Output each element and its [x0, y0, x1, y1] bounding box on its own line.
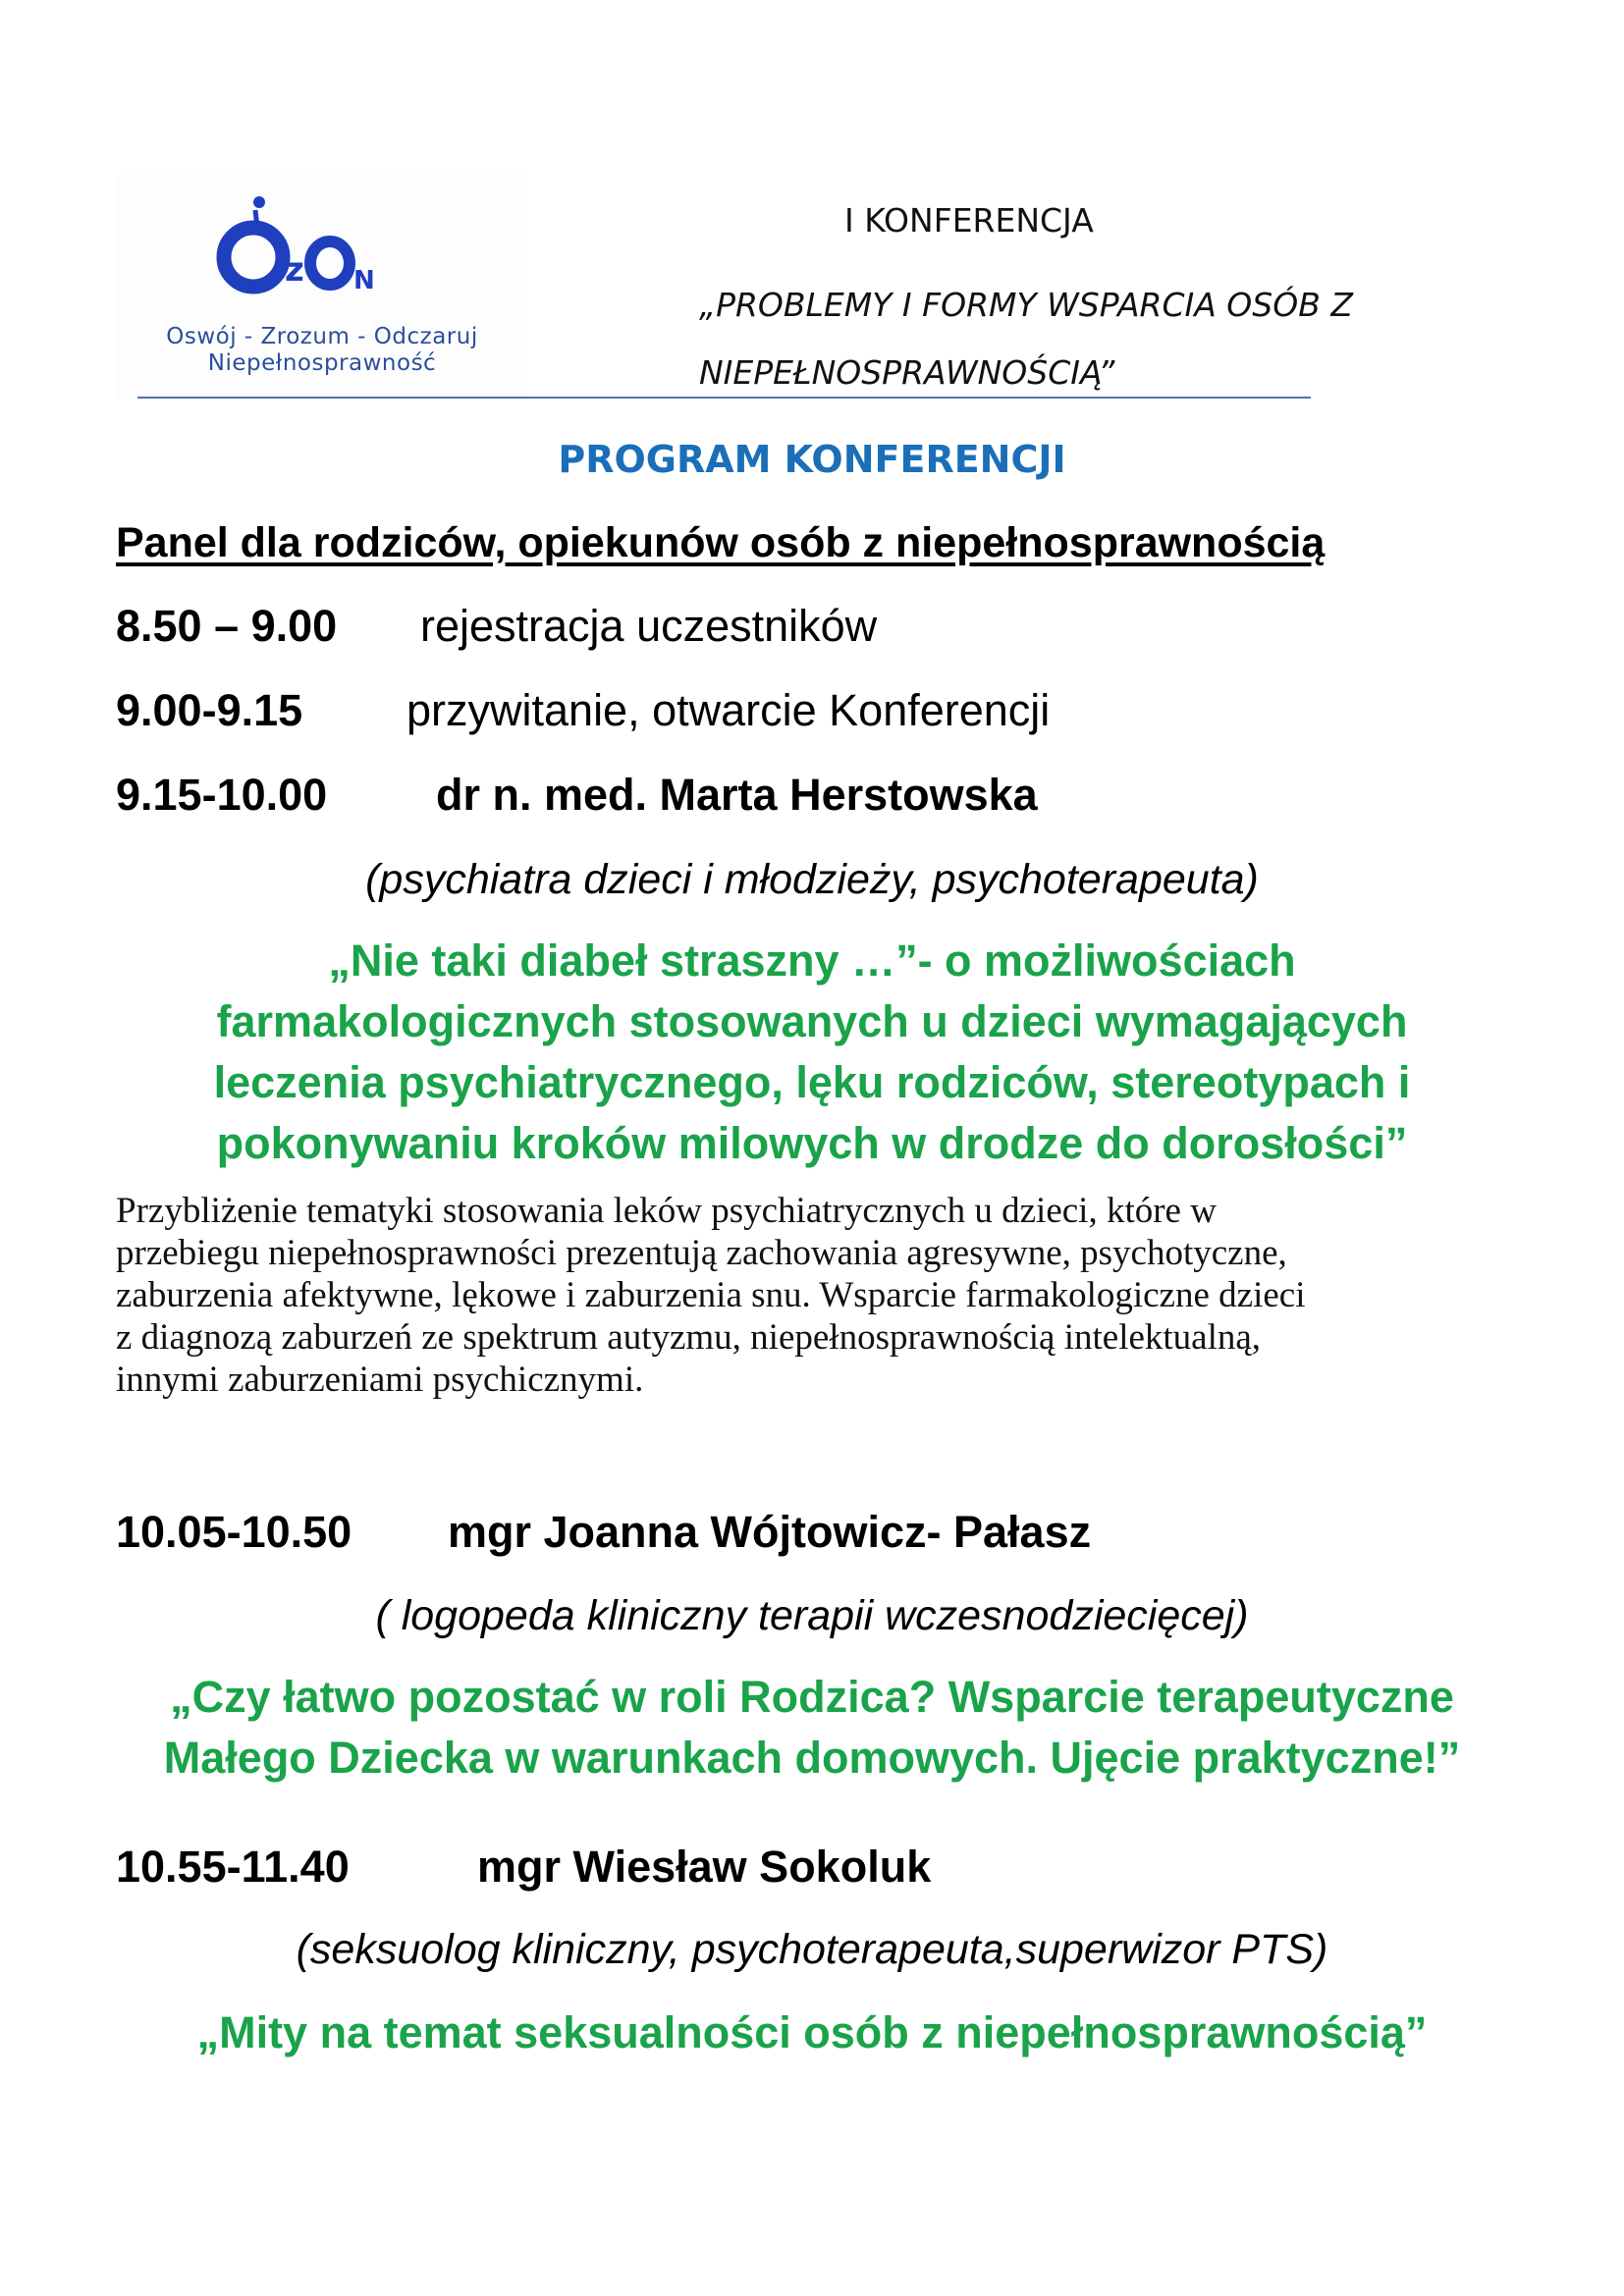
schedule-time: 8.50 – 9.00 [116, 601, 338, 651]
description-line: Przybliżenie tematyki stosowania leków psychiatrycznych u dzieci, które w [116, 1191, 1217, 1231]
program-heading: PROGRAM KONFERENCJI [558, 438, 1066, 481]
conference-theme-line-1: „PROBLEMY I FORMY WSPARCIA OSÓB Z [699, 286, 1353, 324]
svg-text:z: z [285, 250, 304, 290]
description-line: zaburzenia afektywne, lękowe i zaburzenia snu. Wsparcie farmakologiczne dzieci [116, 1275, 1306, 1315]
header-divider [137, 397, 1311, 399]
talk-title-line: „Nie taki diabeł straszny …”- o możliwościach [328, 935, 1296, 986]
speaker-name: mgr Joanna Wójtowicz- Pałasz [448, 1507, 1092, 1557]
schedule-time: 10.55-11.40 [116, 1842, 350, 1892]
speaker-name: dr n. med. Marta Herstowska [436, 770, 1038, 820]
description-line: z diagnozą zaburzeń ze spektrum autyzmu, niepełnosprawnością intelektualną, [116, 1317, 1262, 1358]
talk-title [59, 931, 1565, 1174]
talk-title-line: leczenia psychiatrycznego, lęku rodziców, stereotypach i [213, 1057, 1411, 1107]
description-line: przebiegu niepełnosprawności prezentują zachowania agresywne, psychotyczne, [116, 1233, 1287, 1273]
speaker-role: (seksuolog kliniczny, psychoterapeuta,superwizor PTS) [296, 1926, 1328, 1973]
conference-title: I KONFERENCJA [844, 201, 1094, 240]
talk-description [116, 1190, 1559, 1401]
speaker-name: mgr Wiesław Sokoluk [477, 1842, 932, 1892]
talk-title-line: Małego Dziecka w warunkach domowych. Ujęcie praktyczne!” [163, 1733, 1461, 1783]
svg-text:N: N [353, 266, 375, 295]
talk-title-line: „Czy łatwo pozostać w roli Rodzica? Wsparcie terapeutyczne [170, 1672, 1454, 1722]
schedule-time: 9.15-10.00 [116, 770, 328, 820]
schedule-time: 9.00-9.15 [116, 685, 303, 735]
talk-title-line: pokonywaniu kroków milowych w drodze do dorosłości” [216, 1118, 1408, 1168]
logo-tagline: Oswój - Zrozum - Odczaruj [166, 324, 478, 349]
panel-title: Panel dla rodziców, opiekunów osób z niepełnosprawnością [116, 519, 1326, 566]
speaker-role: (psychiatra dzieci i młodzieży, psychoterapeuta) [365, 856, 1259, 903]
schedule-text: przywitanie, otwarcie Konferencji [406, 685, 1051, 735]
talk-title-line: „Mity na temat seksualności osób z niepełnosprawnością” [196, 2007, 1428, 2057]
schedule-time: 10.05-10.50 [116, 1507, 352, 1557]
talk-title [59, 1667, 1565, 1789]
ozon-logo-icon [216, 194, 393, 302]
description-line: innymi zaburzeniami psychicznymi. [116, 1360, 644, 1400]
talk-title-line: farmakologicznych stosowanych u dzieci wymagających [216, 996, 1408, 1046]
schedule-text: rejestracja uczestników [420, 601, 878, 651]
logo-tagline-2: Niepełnosprawność [207, 350, 437, 376]
speaker-role: ( logopeda kliniczny terapii wczesnodziecięcej) [375, 1592, 1249, 1639]
talk-title [59, 2002, 1565, 2063]
conference-theme-line-2: NIEPEŁNOSPRAWNOŚCIĄ” [699, 353, 1115, 392]
